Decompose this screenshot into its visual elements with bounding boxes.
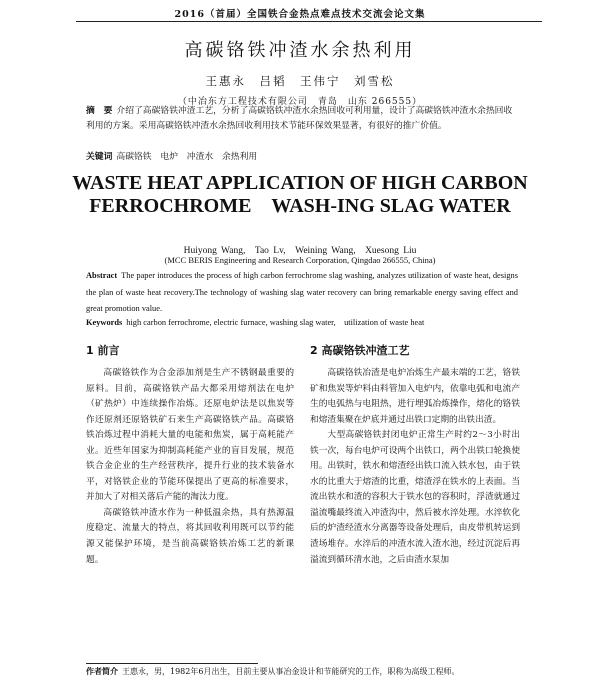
- english-abstract-label: Abstract: [86, 271, 118, 280]
- chinese-authors: 王惠永 吕韬 王伟宁 刘雪松: [205, 74, 395, 88]
- section-1-heading: 1 前言: [86, 344, 120, 357]
- section-2-body: [310, 366, 520, 568]
- section-2-paragraph: 大型高碳铬铁封闭电炉正常生产时约2～3小时出铁一次，每台电炉可设两个出铁口，两个出铁口轮换使用。出铁时，铁水和熔渣经出铁口流入铁水包，由于铁水的比重大于熔渣的比重，熔渣浮在铁水的上表面。当流出铁水和渣的容积大于铁水包的容积时，浮渣就通过溢流嘴最终流入冲渣沟中，然后被水淬处理。水淬软化后的炉渣经渣水分离器等设备处理后，由皮带机转运到渣场堆存。水淬后的冲渣水流入渣水池，经过沉淀后再溢流到循环清水池，之后由渣水泵加: [310, 430, 520, 565]
- chinese-keywords-text: 高碳铬铁 电炉 冲渣水 余热利用: [116, 152, 258, 162]
- header-rule: [76, 21, 542, 22]
- chinese-abstract-text: 介绍了高碳铬铁冲渣工艺，分析了高碳铬铁冲渣水余热回收可利用量，设计了高碳铬铁冲渣水余热回收利用的方案。采用高碳铬铁冲渣水余热回收利用技术节能环保效果显著，有很好的推广价值。: [86, 106, 513, 131]
- english-keywords-text: high carbon ferrochrome, electric furnace, washing slag water, utilization of waste heat: [126, 318, 425, 327]
- running-header: 2016（首届）全国铁合金热点难点技术交流会论文集: [174, 9, 426, 20]
- english-title: WASTE HEAT APPLICATION OF HIGH CARBON FERROCHROME WASH-ING SLAG WATER: [72, 172, 528, 217]
- chinese-keywords: [86, 150, 518, 165]
- chinese-abstract: [86, 104, 518, 134]
- chinese-keywords-label: 关键词: [86, 152, 113, 162]
- section-2-paragraph: 高碳铬铁冶渣是电炉冶炼生产最末端的工艺，铬铁矿和焦炭等炉料由料管加入电炉内，依靠电弧和电流产生的电弧热与电阻热，进行埋弧冶炼操作，熔化的铬铁和熔渣集聚在炉底并通过出铁口定期的出铁出渣。: [310, 368, 520, 425]
- section-1-paragraph: 高碳铬铁作为合金添加剂是生产不锈钢最重要的原料。目前，高碳铬铁产品大都采用熔剂法在电炉（矿热炉）中连续操作冶炼。还原电炉法是以焦炭等作还原剂还原铬铁矿石来生产高碳铬铁产品。高碳铬铁冶炼过程中消耗大量的电能和焦炭，属于高耗能产业。近些年国家为抑制高耗能产业的盲目发展，规范铁合金企业的生产经营秩序，提升行业的技术装备水平，对铬铁企业的节能环保提出了更高的标准要求，并加大了对相关落后产能的淘汰力度。: [86, 368, 294, 503]
- english-keywords-label: Keywords: [86, 318, 123, 327]
- footnote-label: 作者简介: [86, 666, 118, 676]
- english-abstract: [86, 268, 518, 318]
- footnote-text: 王惠永，男，1982年6月出生，目前主要从事冶金设计和节能研究的工作，职称为高级工程师。: [122, 667, 460, 676]
- english-keywords: [86, 315, 518, 332]
- english-authors: Huiyong Wang, Tao Lv, Weining Wang, Xuesong Liu: [183, 246, 417, 256]
- english-abstract-text: The paper introduces the process of high carbon ferrochrome slag washing, analyzes utilization of waste heat, designs the plan of waste heat recovery.The technology of washing slag water recovery can bring remarkable energy saving effect and great promotion value.: [86, 271, 518, 313]
- section-1-paragraph: 高碳铬铁冲渣水作为一种低温余热，具有热源温度稳定、流量大的特点，将其回收利用既可以节约能源又能保护环境，是当前高碳铬铁冶炼工艺的新课题。: [86, 507, 294, 565]
- author-footnote: [86, 664, 516, 679]
- chinese-affiliation: （中冶东方工程技术有限公司 青岛 山东 266555）: [177, 97, 423, 107]
- chinese-abstract-label: 摘 要: [86, 106, 113, 116]
- section-2-heading: 2 高碳铬铁冲渣工艺: [310, 344, 410, 357]
- english-affiliation: (MCC BERIS Engineering and Research Corporation, Qingdao 266555, China): [164, 255, 436, 265]
- section-1-body: [86, 366, 294, 568]
- chinese-title: 高碳铬铁冲渣水余热利用: [184, 40, 416, 61]
